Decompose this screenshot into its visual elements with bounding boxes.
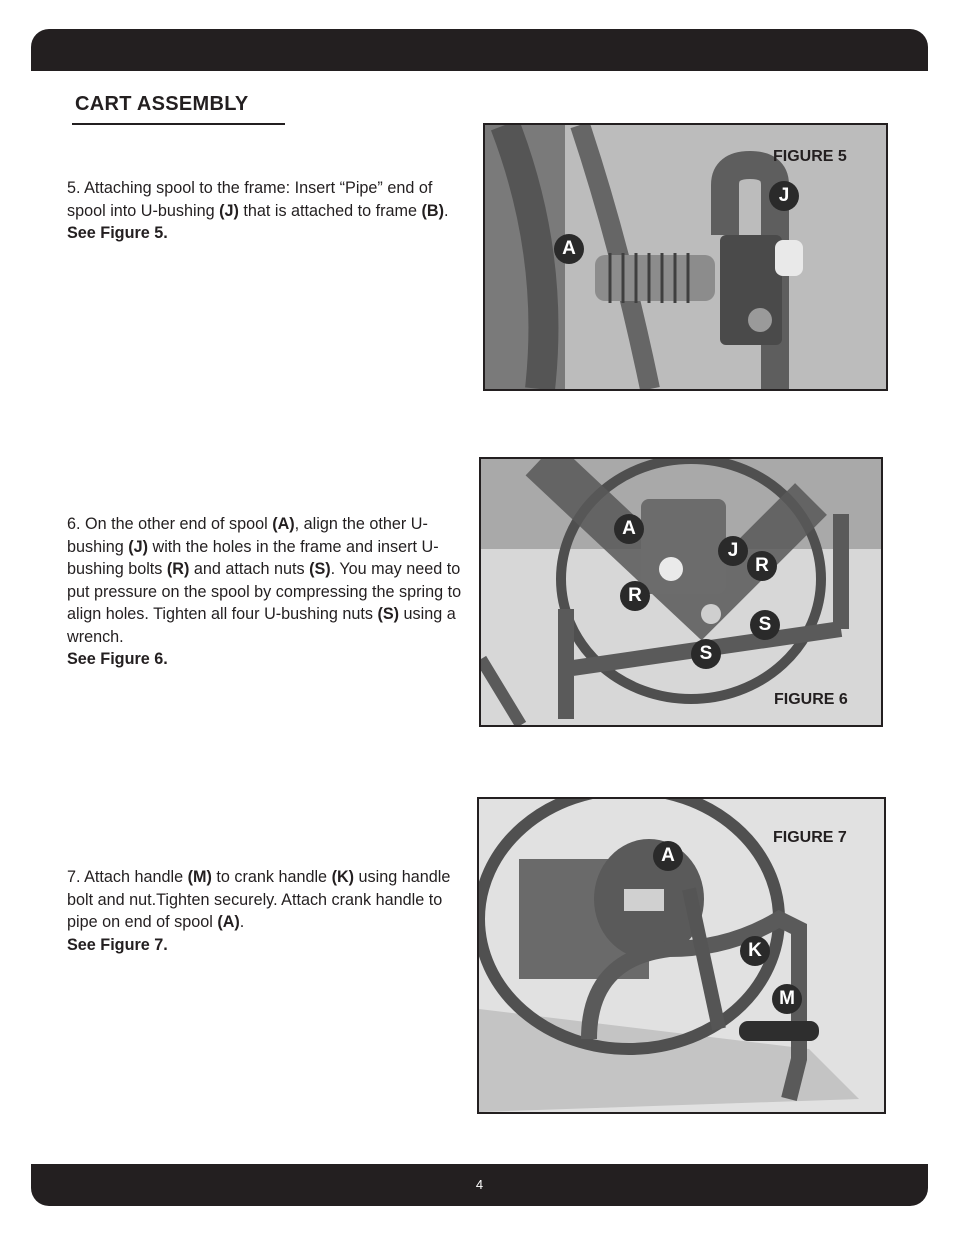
figure-5-label: FIGURE 5 — [773, 148, 847, 165]
figure-6-callout-s: S — [750, 610, 780, 640]
header-bar — [31, 29, 928, 71]
figure-6-illustration — [481, 459, 881, 725]
section-title: CART ASSEMBLY — [75, 93, 249, 115]
step-6-text: 6. On the other end of spool (A), align the other U-bushing (J) with the holes in the frame and insert U-bushing bolts (R) and attach nuts (S). You may need to put pressure on the spool by compressing the spring to align holes. Tighten all four U-bushing nuts (S) using a wrench. See Figure 6. — [67, 515, 462, 668]
title-underline — [72, 123, 285, 125]
step-7-text: 7. Attach handle (M) to crank handle (K) using handle bolt and nut.Tighten securely. Attach crank handle to pipe on end of spool (A). See Figure 7. — [67, 868, 451, 954]
figure-7-callout-a: A — [653, 841, 683, 871]
figure-6-callout-r: R — [747, 551, 777, 581]
figure-7-callout-k: K — [740, 936, 770, 966]
figure-6-callout-s: S — [691, 639, 721, 669]
figure-7-photo — [477, 797, 886, 1114]
figure-5-photo — [483, 123, 888, 391]
figure-6-callout-j: J — [718, 536, 748, 566]
figure-5-callout-j: J — [769, 181, 799, 211]
figure-7-label: FIGURE 7 — [773, 829, 847, 846]
page-number: 4 — [475, 1177, 484, 1192]
figure-5-callout-a: A — [554, 234, 584, 264]
figure-6-callout-a: A — [614, 514, 644, 544]
figure-6-photo — [479, 457, 883, 727]
footer-bar — [31, 1164, 928, 1206]
figure-7-callout-m: M — [772, 984, 802, 1014]
figure-6-label: FIGURE 6 — [774, 691, 848, 708]
step-5-text: 5. Attaching spool to the frame: Insert “Pipe” end of spool into U-bushing (J) that is attached to frame (B). See Figure 5. — [67, 179, 449, 242]
figure-6-callout-r: R — [620, 581, 650, 611]
